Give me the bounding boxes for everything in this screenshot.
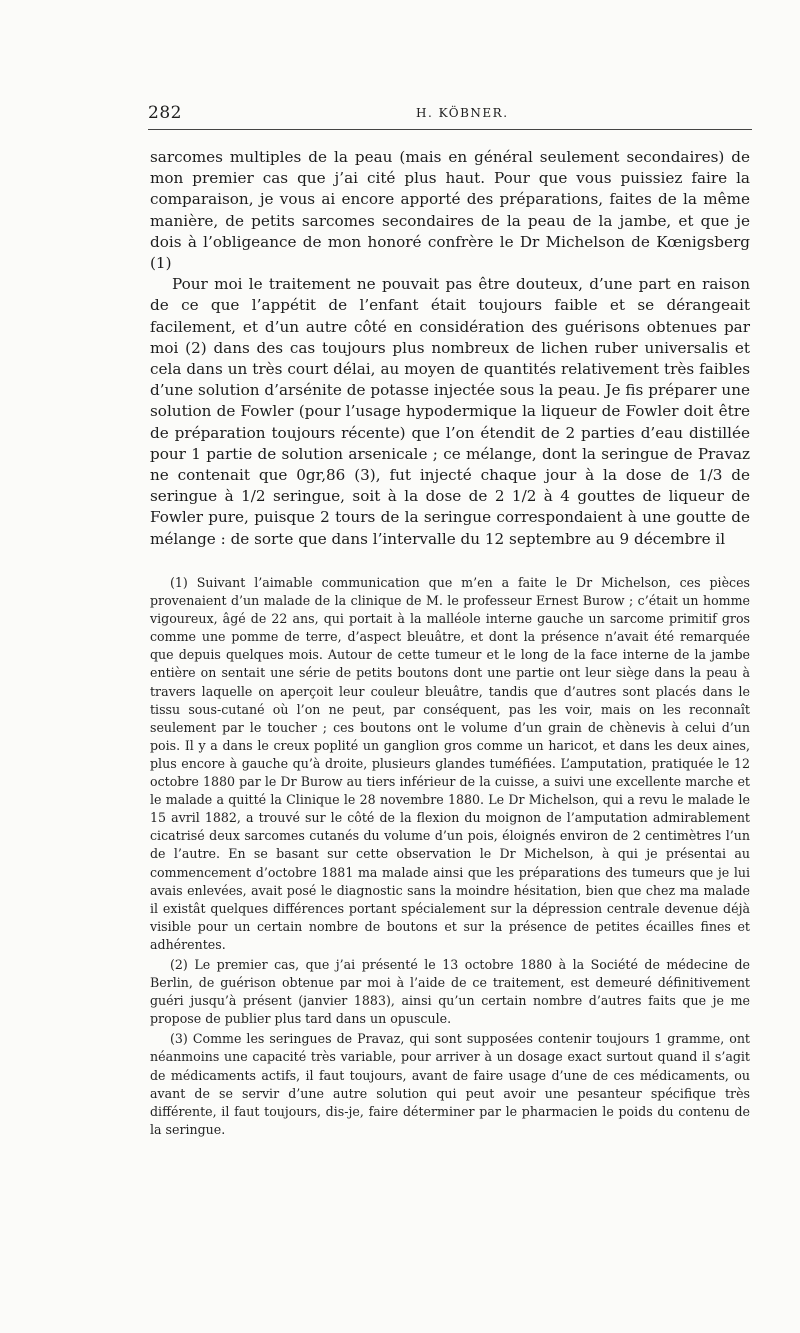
footnotes	[150, 574, 750, 1141]
footnote-2: (2) Le premier cas, que j’ai présenté le 13 octobre 1880 à la Société de médecine de Berlin, de guérison obtenue par moi à l’aide de ce traitement, est demeuré définitivement guéri jusqu’à présent (janvier 1883), ainsi qu’un certain nombre d’autres faits que je me propose de publier plus tard dans un opuscule.	[150, 956, 750, 1027]
footnote-1: (1) Suivant l’aimable communication que m’en a faite le Dr Michelson, ces pièces provenaient d’un malade de la clinique de M. le professeur Ernest Burow ; c’était un homme vigoureux, âgé de 22 ans, qui portait à la malléole interne gauche un sarcome primitif gros comme une pomme de terre, d’aspect bleuâtre, et dont la présence n’avait été remarquée que depuis quelques mois. Autour de cette tumeur et le long de la face interne de la jambe entière on sentait une série de petits boutons dont une partie ont leur siège dans la peau à travers laquelle on aperçoit leur couleur bleuâtre, tandis que d’autres sont placés dans le tissu sous-cutané où l’on ne peut, par conséquent, pas les voir, mais on les reconnaît seulement par le toucher ; ces boutons ont le volume d’un grain de chènevis à celui d’un pois. Il y a dans le creux poplité un ganglion gros comme un haricot, et dans les deux aines, plus encore à gauche qu’à droite, plusieurs glandes tuméfiées. L’amputation, pratiquée le 12 octobre 1880 par le Dr Burow au tiers inférieur de la cuisse, a suivi une excellente marche et le malade a quitté la Clinique le 28 novembre 1880. Le Dr Michelson, qui a revu le malade le 15 avril 1882, a trouvé sur le côté de la flexion du moignon de l’amputation admirablement cicatrisé deux sarcomes cutanés du volume d’un pois, éloignés environ de 2 centimètres l’un de l’autre. En se basant sur cette observation le Dr Michelson, à qui je présentai au commencement d’octobre 1881 ma malade ainsi que les préparations des tumeurs que je lui avais enlevées, avait posé le diagnostic sans la moindre hésitation, bien que chez ma malade il existât quelques différences portant spécialement sur la dépression centrale devenue déjà visible pour un certain nombre de boutons et sur la présence de petites écailles fines et adhérentes.	[150, 575, 750, 952]
paragraph: Pour moi le traitement ne pouvait pas être douteux, d’une part en raison de ce que l’appétit de l’enfant était toujours faible et se dérangeait facilement, et d’un autre côté en considération des guérisons obtenues par moi (2) dans des cas toujours plus nombreux de lichen ruber universalis et cela dans un très court délai, au moyen de quantités relativement très faibles d’une solution d’arsénite de potasse injectée sous la peau. Je fis préparer une solution de Fowler (pour l’usage hypodermique la liqueur de Fowler doit être de préparation toujours récente) que l’on étendit de 2 parties d’eau distillée pour 1 partie de solution arsenicale ; ce mélange, dont la seringue de Pravaz ne contenait que 0gr,86 (3), fut injecté chaque jour à la dose de 1/3 de seringue à 1/2 seringue, soit à la dose de 2 1/2 à 4 gouttes de liqueur de Fowler pure, puisque 2 tours de la seringue correspondaient à une goutte de mélange : de sorte que dans l’intervalle du 12 septembre au 9 décembre il	[150, 275, 750, 548]
page-header	[148, 103, 752, 130]
footnote-3: (3) Comme les seringues de Pravaz, qui sont supposées contenir toujours 1 gramme, ont néanmoins une capacité très variable, pour arriver à un dosage exact surtout quand il s’agit de médicaments actifs, il faut toujours, avant de faire usage d’une de ces médicaments, ou avant de se servir d’une autre solution qui peut avoir une pesanteur spécifique très différente, il faut toujours, dis-je, faire déterminer par le pharmacien le poids du contenu de la seringue.	[150, 1031, 750, 1137]
running-head: H. KÖBNER.	[416, 106, 509, 120]
paragraph: sarcomes multiples de la peau (mais en général seulement secondaires) de mon premier cas que j’ai cité plus haut. Pour que vous puissiez faire la comparaison, je vous ai encore apporté des préparations, faites de la même manière, de petits sarcomes secondaires de la peau de la jambe, et que je dois à l’obligeance de mon honoré confrère le Dr Michelson de Kœnigsberg (1)	[150, 148, 750, 273]
main-text	[150, 147, 750, 550]
page-number: 282	[148, 103, 182, 123]
